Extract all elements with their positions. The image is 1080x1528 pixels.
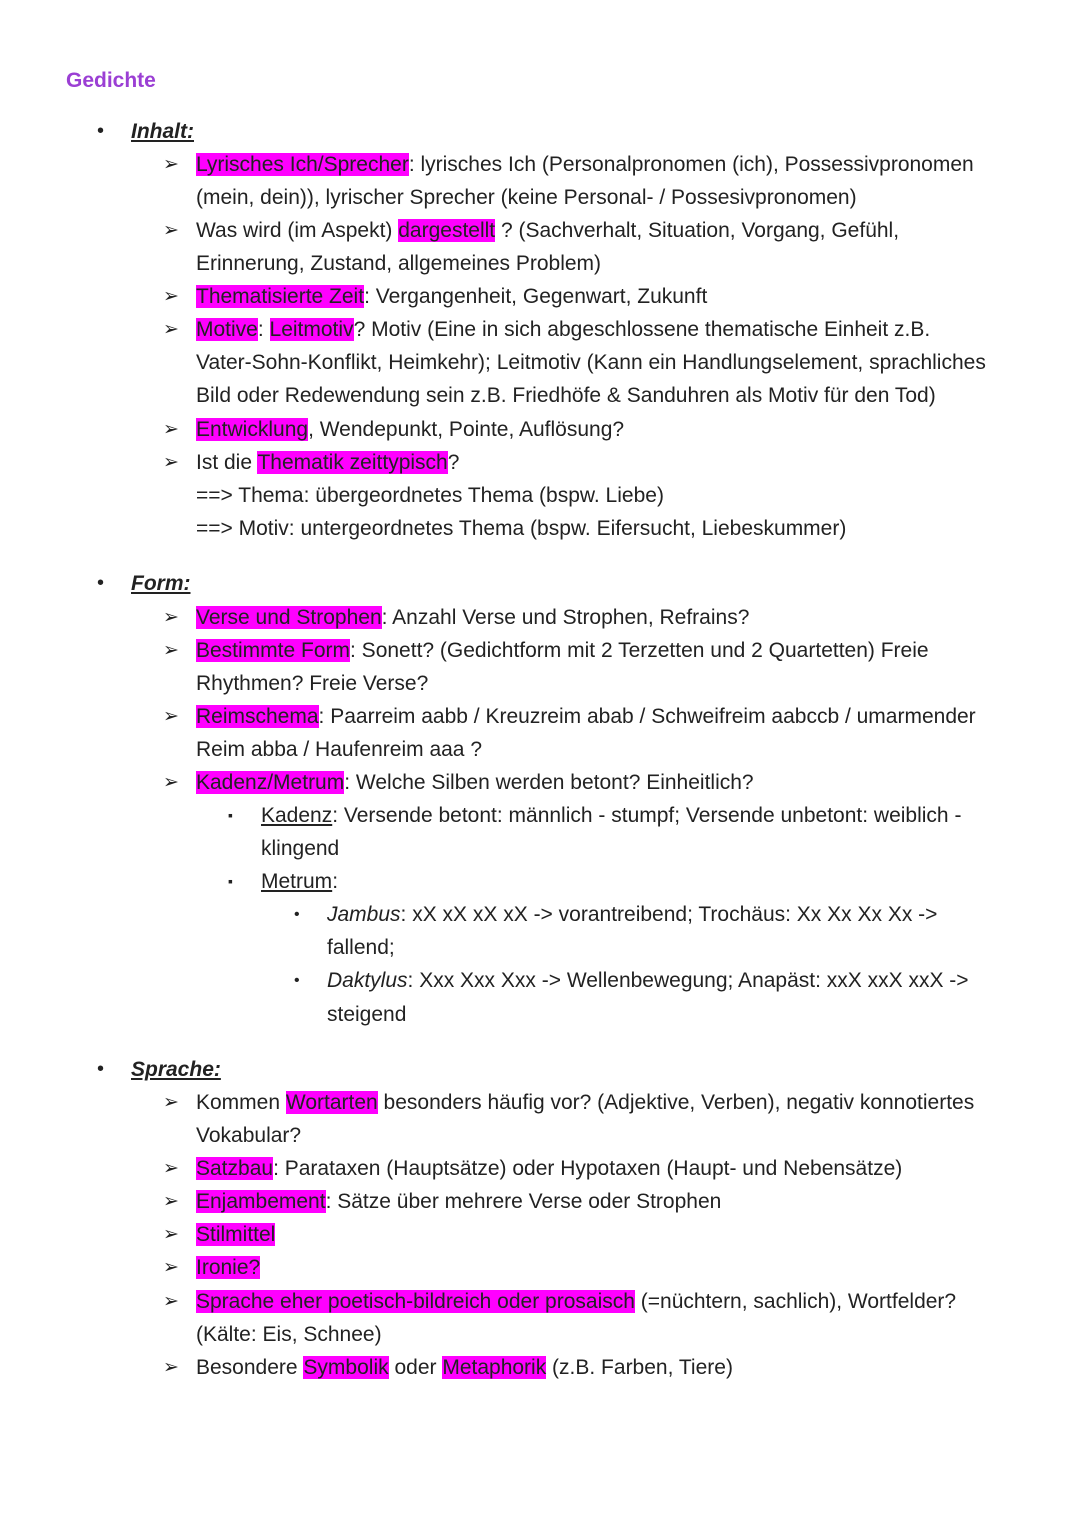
square-marker: ▪ — [228, 807, 233, 823]
arrow-marker: ➢ — [163, 1291, 179, 1312]
inhalt-thema-note: ==> Thema: übergeordnetes Thema (bspw. Liebe) — [196, 484, 664, 507]
sprache-item-wortarten-cont: Vokabular? — [196, 1124, 302, 1147]
form-item-kadenz-metrum — [196, 768, 754, 797]
arrow-marker: ➢ — [163, 1191, 179, 1212]
metrum-daktylus-cont: steigend — [327, 1003, 407, 1026]
arrow-marker: ➢ — [163, 772, 179, 793]
arrow-marker: ➢ — [163, 286, 179, 307]
highlight: Bestimmte Form — [196, 639, 351, 662]
square-marker: ▪ — [228, 873, 233, 889]
arrow-marker: ➢ — [163, 452, 179, 473]
text: Was wird (im Aspekt) — [196, 219, 399, 242]
inhalt-item-entwicklung — [196, 415, 624, 444]
highlight: Thematisierte Zeit — [196, 285, 365, 308]
underlined-term: Kadenz — [261, 804, 333, 827]
sprache-item-poetisch-cont: (Kälte: Eis, Schnee) — [196, 1323, 382, 1346]
sprache-item-symbolik — [196, 1353, 733, 1382]
section-heading-sprache — [131, 1055, 221, 1084]
bullet-marker: • — [97, 572, 105, 594]
italic-term: Daktylus — [327, 969, 408, 992]
sprache-item-poetisch — [196, 1287, 956, 1316]
text: ? Motiv (Eine in sich abgeschlossene thematische Einheit z.B. — [353, 318, 931, 341]
arrow-marker: ➢ — [163, 154, 179, 175]
form-item-verse — [196, 603, 749, 632]
inhalt-item-motive-cont: Bild oder Redewendung sein z.B. Friedhöfe & Sanduhren als Motiv für den Tod) — [196, 384, 936, 407]
text: ? — [447, 451, 460, 474]
arrow-marker: ➢ — [163, 220, 179, 241]
text: : Welche Silben werden betont? Einheitlich? — [344, 771, 754, 794]
text: : lyrisches Ich (Personalpronomen (ich), Possessivpronomen — [408, 153, 974, 176]
highlight: Symbolik — [303, 1356, 389, 1379]
highlight: Leitmotiv — [269, 318, 354, 341]
highlight: Verse und Strophen — [196, 606, 382, 629]
text: : Paarreim aabb / Kreuzreim abab / Schweifreim aabccb / umarmender — [318, 705, 976, 728]
text: : Parataxen (Hauptsätze) oder Hypotaxen (Haupt- und Nebensätze) — [273, 1157, 903, 1180]
form-item-reimschema — [196, 702, 976, 731]
sprache-item-stilmittel — [196, 1220, 275, 1249]
metrum-daktylus — [327, 966, 969, 995]
form-item-bestimmte-form-cont: Rhythmen? Freie Verse? — [196, 672, 429, 695]
text: : Sonett? (Gedichtform mit 2 Terzetten und 2 Quartetten) Freie — [350, 639, 929, 662]
highlight: Enjambement — [196, 1190, 326, 1213]
highlight: Stilmittel — [196, 1223, 276, 1246]
heading-text: Form: — [131, 572, 191, 595]
text: : Xxx Xxx Xxx -> Wellenbewegung; Anapäst: xxX xxX xxX -> — [407, 969, 969, 992]
arrow-marker: ➢ — [163, 706, 179, 727]
heading-text: Inhalt: — [131, 120, 194, 143]
section-heading-form — [131, 569, 191, 598]
inhalt-item-lyrisches-ich-cont: (mein, dein)), lyrischer Sprecher (keine Personal- / Possesivpronomen) — [196, 186, 857, 209]
arrow-marker: ➢ — [163, 607, 179, 628]
highlight: Motive — [196, 318, 258, 341]
highlight: Metaphorik — [442, 1356, 547, 1379]
sprache-item-satzbau — [196, 1154, 902, 1183]
inhalt-item-lyrisches-ich — [196, 150, 974, 179]
inhalt-motiv-note: ==> Motiv: untergeordnetes Thema (bspw. Eifersucht, Liebeskummer) — [196, 517, 847, 540]
metrum-jambus-cont: fallend; — [327, 936, 395, 959]
inhalt-item-dargestellt — [196, 216, 899, 245]
sprache-item-enjambement — [196, 1187, 721, 1216]
inhalt-item-zeit — [196, 282, 707, 311]
text: : xX xX xX xX -> vorantreibend; Trochäus: Xx Xx Xx Xx -> — [400, 903, 938, 926]
arrow-marker: ➢ — [163, 640, 179, 661]
bullet-marker: • — [294, 972, 300, 989]
form-item-reimschema-cont: Reim abba / Haufenreim aaa ? — [196, 738, 482, 761]
text: : Versende betont: männlich - stumpf; Versende unbetont: weiblich - — [332, 804, 962, 827]
arrow-marker: ➢ — [163, 1092, 179, 1113]
inhalt-item-dargestellt-cont: Erinnerung, Zustand, allgemeines Problem) — [196, 252, 602, 275]
text: : — [257, 318, 270, 341]
metrum-jambus — [327, 900, 937, 929]
highlight: Wortarten — [285, 1091, 378, 1114]
highlight: Sprache eher poetisch-bildreich oder prosaisch — [196, 1290, 635, 1313]
arrow-marker: ➢ — [163, 319, 179, 340]
arrow-marker: ➢ — [163, 1158, 179, 1179]
arrow-marker: ➢ — [163, 1257, 179, 1278]
form-subitem-kadenz-cont: klingend — [261, 837, 340, 860]
underlined-term: Metrum — [261, 870, 333, 893]
arrow-marker: ➢ — [163, 1357, 179, 1378]
text: besonders häufig vor? (Adjektive, Verben), negativ konnotiertes — [377, 1091, 975, 1114]
sprache-item-ironie — [196, 1253, 260, 1282]
text: (=nüchtern, sachlich), Wortfelder? — [634, 1290, 957, 1313]
inhalt-item-motive-cont: Vater-Sohn-Konflikt, Heimkehr); Leitmotiv (Kann ein Handlungselement, sprachliches — [196, 351, 986, 374]
highlight: Reimschema — [196, 705, 319, 728]
bullet-marker: • — [294, 906, 300, 923]
arrow-marker: ➢ — [163, 1224, 179, 1245]
heading-text: Sprache: — [131, 1058, 221, 1081]
text: : Vergangenheit, Gegenwart, Zukunft — [364, 285, 708, 308]
bullet-marker: • — [97, 120, 105, 142]
highlight: dargestellt — [398, 219, 496, 242]
section-heading-inhalt — [131, 117, 194, 146]
text: , Wendepunkt, Pointe, Auflösung? — [308, 418, 625, 441]
inhalt-item-thematik — [196, 448, 459, 477]
highlight: Lyrisches Ich/Sprecher — [196, 153, 409, 176]
form-subitem-metrum — [261, 867, 338, 896]
form-item-bestimmte-form — [196, 636, 929, 665]
sprache-item-wortarten — [196, 1088, 974, 1117]
inhalt-item-motive — [196, 315, 930, 344]
form-subitem-kadenz — [261, 801, 961, 830]
text: (z.B. Farben, Tiere) — [546, 1356, 733, 1379]
text: oder — [388, 1356, 443, 1379]
text: Kommen — [196, 1091, 286, 1114]
text: : Sätze über mehrere Verse oder Strophen — [325, 1190, 722, 1213]
highlight: Entwicklung — [196, 418, 309, 441]
italic-term: Jambus — [327, 903, 401, 926]
arrow-marker: ➢ — [163, 419, 179, 440]
text: : Anzahl Verse und Strophen, Refrains? — [381, 606, 750, 629]
text: Ist die — [196, 451, 258, 474]
text: Besondere — [196, 1356, 304, 1379]
text: : — [332, 870, 339, 893]
highlight: Thematik zeittypisch — [257, 451, 448, 474]
highlight: Kadenz/Metrum — [196, 771, 345, 794]
page-title: Gedichte — [66, 69, 156, 92]
highlight: Ironie? — [196, 1256, 261, 1279]
bullet-marker: • — [97, 1058, 105, 1080]
text: ? (Sachverhalt, Situation, Vorgang, Gefühl, — [495, 219, 900, 242]
highlight: Satzbau — [196, 1157, 274, 1180]
